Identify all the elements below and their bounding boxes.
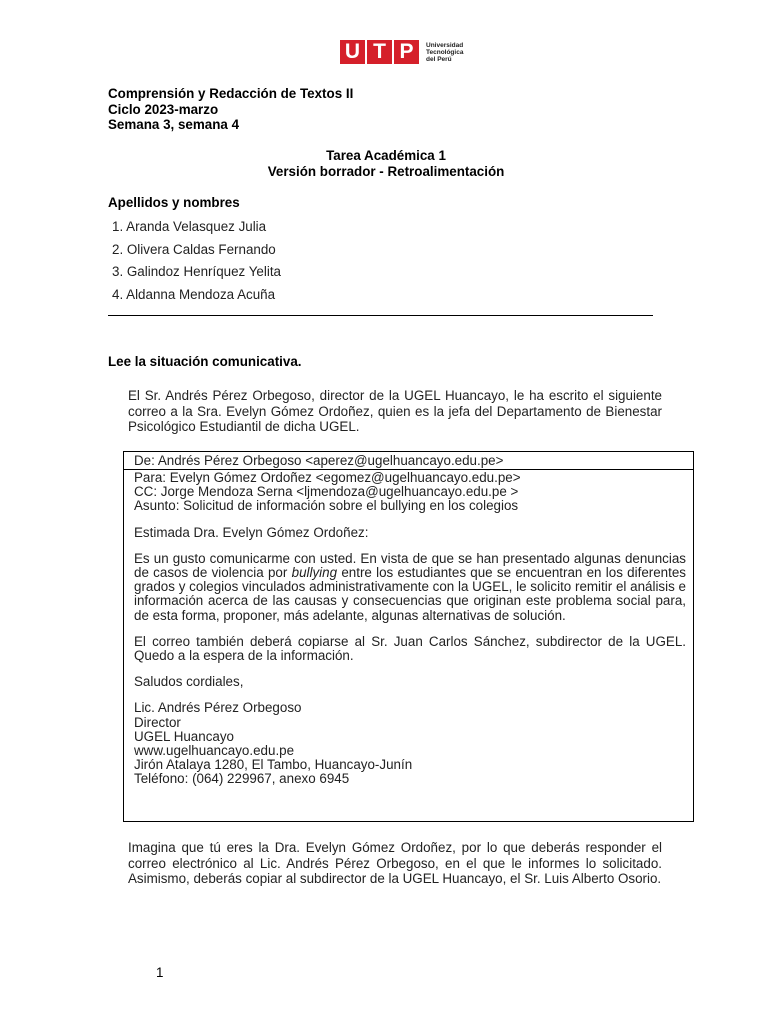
page-number: 1 (156, 965, 164, 980)
email-box (123, 451, 694, 822)
section-heading: Lee la situación comunicativa. (108, 354, 302, 369)
email-from: De: Andrés Pérez Orbegoso <aperez@ugelhuancayo.edu.pe> (124, 452, 693, 470)
names-heading: Apellidos y nombres (108, 195, 240, 210)
email-closing: Saludos cordiales, (134, 674, 244, 690)
cycle: Ciclo 2023-marzo (108, 101, 219, 117)
list-item: 3. Galindoz Henríquez Yelita (112, 264, 281, 280)
title-line-1: Tarea Académica 1 (326, 148, 446, 163)
course-name: Comprensión y Redacción de Textos II (108, 86, 354, 101)
email-greeting: Estimada Dra. Evelyn Gómez Ordoñez: (134, 524, 369, 540)
email-body (124, 470, 693, 787)
week: Semana 3, semana 4 (108, 117, 240, 132)
signature-name: Lic. Andrés Pérez Orbegoso (134, 700, 302, 716)
separator-line (108, 315, 653, 316)
utp-logo (340, 40, 463, 64)
email-body-text: entre los estudiantes que se encuentran en los diferentes grados y colegios vinculados administrativamente con la UGEL, le solicito remitir el análisis e información acerca de las causas y consecuencias que originan este problema social para, de esta forma, proponer, más adelante, algunas alternativas de solución. (134, 565, 686, 623)
email-body-text: Es un gusto comunicarme con usted. En vista de que se han presentado algunas denuncias de casos de violencia por (134, 550, 686, 581)
email-to: Para: Evelyn Gómez Ordoñez <egomez@ugelhuancayo.edu.pe> (134, 470, 521, 485)
list-item: 4. Aldanna Mendoza Acuña (112, 286, 276, 302)
intro-paragraph: El Sr. Andrés Pérez Orbegoso, director de la UGEL Huancayo, le ha escrito el siguiente correo a la Sra. Evelyn Gómez Ordoñez, quien es la jefa del Departamento de Bienestar Psicológico Estudiantil de dicha UGEL. (128, 388, 662, 434)
email-body-paragraph-2: El correo también deberá copiarse al Sr. Juan Carlos Sánchez, subdirector de la UGEL. Quedo a la espera de la información. (134, 633, 686, 664)
title-line-2: Versión borrador - Retroalimentación (267, 164, 505, 179)
student-names-list (112, 216, 281, 306)
signature-address: Jirón Atalaya 1280, El Tambo, Huancayo-Junín (134, 757, 413, 773)
assignment-title (0, 148, 768, 180)
signature-title: Director (134, 714, 181, 730)
list-item: 2. Olivera Caldas Fernando (112, 241, 276, 257)
email-subject: Asunto: Solicitud de información sobre el bullying en los colegios (134, 498, 519, 514)
signature-website: www.ugelhuancayo.edu.pe (134, 743, 295, 759)
signature-organization: UGEL Huancayo (134, 728, 234, 744)
list-item: 1. Aranda Velasquez Julia (112, 219, 267, 234)
logo-letter-u: U (340, 40, 365, 64)
signature-phone: Teléfono: (064) 229967, anexo 6945 (134, 771, 350, 787)
email-body-emphasis: bullying (291, 565, 338, 581)
closing-paragraph: Imagina que tú eres la Dra. Evelyn Gómez Ordoñez, por lo que deberás responder el correo electrónico al Lic. Andrés Pérez Orbegoso, en el que le informes lo solicitado. Asimismo, deberás copiar al subdirector de la UGEL Huancayo, el Sr. Luis Alberto Osorio. (128, 840, 662, 886)
email-cc: CC: Jorge Mendoza Serna <ljmendoza@ugelhuancayo.edu.pe > (134, 484, 519, 500)
logo-subtitle (426, 42, 463, 63)
logo-letter-p: P (394, 40, 419, 64)
email-body-paragraph-1 (134, 552, 686, 623)
logo-subtitle-line-3: del Perú (426, 55, 452, 63)
logo-subtitle-line-1: Universidad (426, 41, 464, 49)
document-header (108, 86, 353, 133)
logo-subtitle-line-2: Tecnológica (426, 48, 464, 56)
logo-letter-t: T (367, 40, 392, 64)
